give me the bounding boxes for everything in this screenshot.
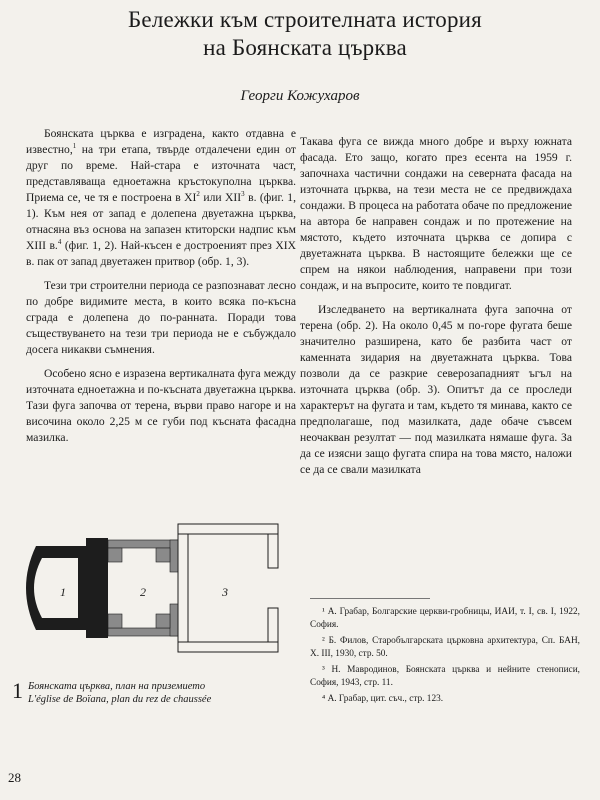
figure-number: 1 xyxy=(12,678,23,703)
footnote-divider xyxy=(310,598,430,599)
caption-bulgarian: Боянската църква, план на приземието xyxy=(28,681,206,692)
footnote-ref-4: 4 xyxy=(57,238,62,247)
caption-french: L'église de Boïana, plan du rez de chaussée xyxy=(28,694,212,705)
footnote-ref-2: 2 xyxy=(196,190,200,199)
right-paragraph-2: Изследването на вертикалната фуга започна от терена (обр. 2). На около 0,45 м по-горе фугата беше значително разширена, като бе разбита част от каменната зидария на двуетажната църква. Това позволи да се разкрие северозападният ъгъл на източната църква (обр. 3). Опитът да се проследи характерът на фугата и там, където тя минава, както се предполагаше, под мазилката, даде обаче съвсем неочакван резултат — под мазилката нямаше фуга. За да се изясни защо фугата спира на това място, наложи се да се свали мазилката xyxy=(300,303,572,476)
footnote-4: ⁴ А. Грабар, цит. съч., стр. 123. xyxy=(322,694,444,704)
plan-label-1: 1 xyxy=(60,585,66,599)
footnote-ref-1: 1 xyxy=(72,142,77,151)
text-run: в. (фиг. 1, 1). Към нея от запад е долепена двуетажна църква, отнасяна въз основа на запазен ктиторски надпис към XIII в. xyxy=(26,191,297,252)
title-line-1: Бележки към строителната история xyxy=(128,7,482,32)
left-paragraph-3: Особено ясно е изразена вертикалната фуга между източната едноетажна и по-късната двуетажна църква. Тази фуга започва от терена, върви право нагоре и на височина около 2,25 м се губи под късната фасадна мазилка. xyxy=(26,367,296,444)
author-name: Георги Кожухаров xyxy=(240,88,360,104)
left-paragraph-1 xyxy=(26,126,296,270)
footnote-ref-3: 3 xyxy=(241,190,245,199)
right-paragraph-1: Такава фуга се вижда много добре и върху южната фасада. Ето защо, когато през есента на 1959 г. започнаха частични сондажи на северната фасада на източната църква, на тези места не се предвиждаха сондажи. В процеса на работата обаче по предложение на автора бе направен сондаж и по протежение на мястото, където източната църква се допира с двуетажната църква. В настоящите бележки ще се спрем на някои наблюдения, направени при този сондаж, и на въпросите, които те повдигат. xyxy=(300,135,572,292)
footnote-3: ³ Н. Мавродинов, Боянската църква и нейните стенописи, София, 1943, стр. 11. xyxy=(310,665,580,688)
text-run: Боянската църква е изградена, както отдавна е известно, xyxy=(26,127,296,156)
footnote-1: ¹ А. Грабар, Болгарские церкви-гробницы, ИАИ, т. I, св. I, 1922, София. xyxy=(310,607,580,630)
right-column xyxy=(300,134,572,486)
plan-label-2: 2 xyxy=(140,585,146,599)
text-run: (фиг. 1, 2). Най-късен е достроеният през XIX в. пак от запад двуетажен притвор (обр. 1, 3). xyxy=(26,239,296,268)
page-number: 28 xyxy=(8,770,21,785)
left-column xyxy=(26,126,296,454)
church-floor-plan xyxy=(16,518,296,663)
article-title xyxy=(40,6,570,62)
text-run: или XII xyxy=(199,191,242,204)
footnote-2: ² Б. Филов, Старобългарската църковна архитектура, Сп. БАН, Х. III, 1930, стр. 50. xyxy=(310,636,580,659)
footnotes xyxy=(310,606,580,710)
plan-narthex xyxy=(178,524,278,652)
title-line-2: на Боянската църква xyxy=(203,35,407,60)
figure-caption xyxy=(28,680,298,706)
text-run: на три етапа, твърде отдалечени един от друг по време. Най-стара е източната част, представляваща еднoетажна кръстокуполна църква. Приема се, че тя е построена в XI xyxy=(26,143,296,204)
left-paragraph-2: Тези три строителни периода се разпознават лесно по добре видимите места, в които всяка по-късна сграда е долепена до по-ранната. Поради това съществуването на тези три периода не е събуждало досега никакви съмнения. xyxy=(26,279,296,356)
plan-label-3: 3 xyxy=(222,585,228,599)
